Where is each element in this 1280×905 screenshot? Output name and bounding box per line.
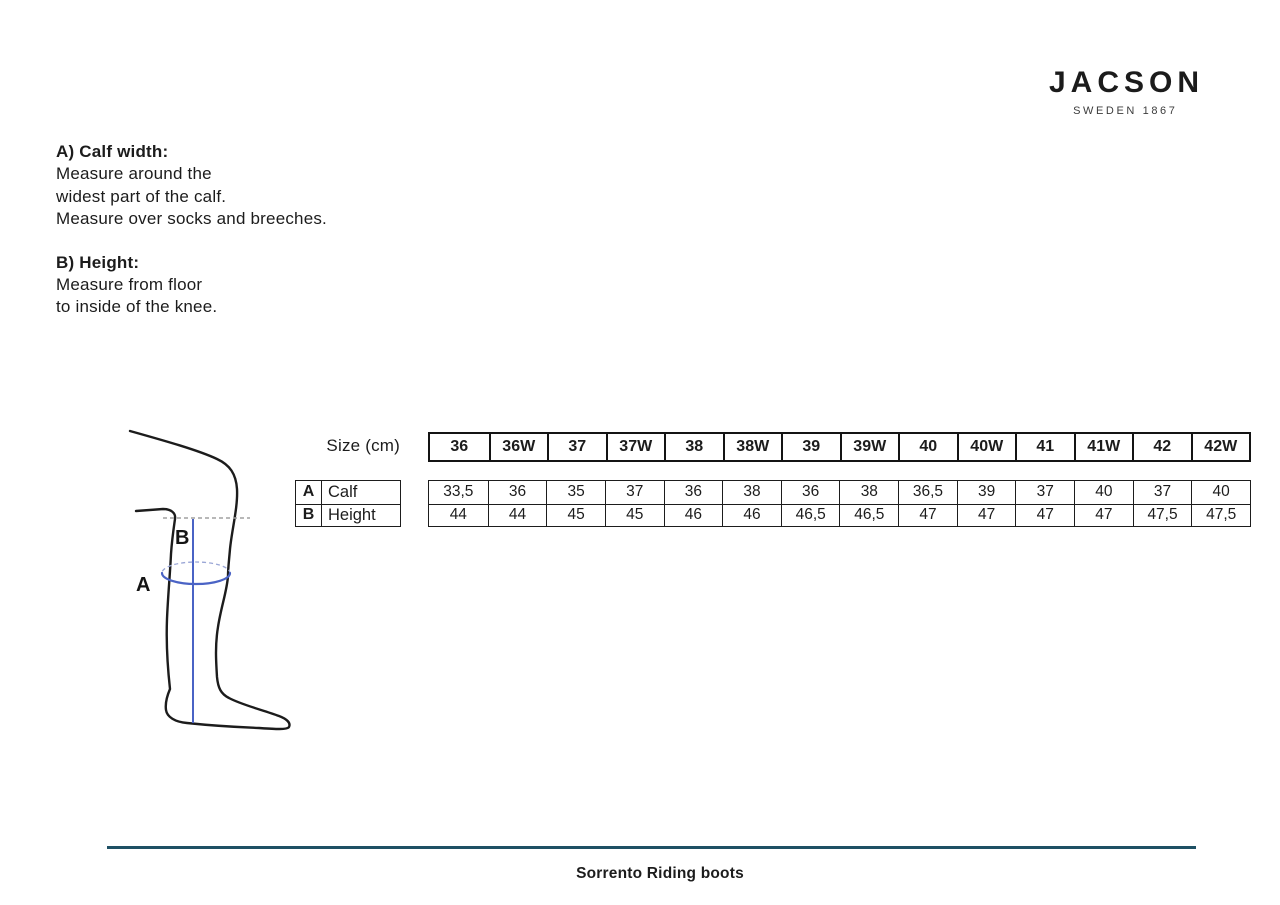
height-value-cell: 47 <box>1015 505 1074 527</box>
calf-value-cell: 40 <box>1191 481 1250 504</box>
size-unit-label: Size (cm) <box>326 436 400 455</box>
measurement-row-labels <box>295 480 401 527</box>
instruction-a-lines <box>56 163 327 230</box>
calf-measure-ellipse-front <box>162 573 230 584</box>
height-value-cell: 46,5 <box>781 505 840 527</box>
height-value-cell: 46 <box>664 505 723 527</box>
height-value-cell: 47,5 <box>1191 505 1250 527</box>
height-values-row <box>429 504 1250 527</box>
size-header-cell: 36W <box>489 434 548 460</box>
measurement-instructions <box>56 141 327 319</box>
height-value-cell: 45 <box>546 505 605 527</box>
instruction-line: Measure over socks and breeches. <box>56 209 327 229</box>
calf-row-key: A <box>296 481 322 504</box>
calf-value-cell: 38 <box>839 481 898 504</box>
height-value-cell: 47 <box>957 505 1016 527</box>
calf-values-row <box>429 481 1250 504</box>
size-header-cell: 41 <box>1015 434 1074 460</box>
calf-value-cell: 33,5 <box>443 483 474 501</box>
calf-value-cell: 37 <box>605 481 664 504</box>
height-value-cell: 44 <box>449 506 467 524</box>
height-value-cell: 47 <box>1074 505 1133 527</box>
size-header-cell: 41W <box>1074 434 1133 460</box>
diagram-label-b: B <box>175 527 190 549</box>
height-value-cell: 45 <box>605 505 664 527</box>
height-row-label <box>296 504 400 527</box>
instruction-a-heading: A) Calf width: <box>56 142 169 161</box>
size-header-cell: 38W <box>723 434 782 460</box>
instruction-line: Measure from floor <box>56 275 203 295</box>
brand-tagline: SWEDEN 1867 <box>1073 105 1178 117</box>
calf-row-label <box>296 481 400 504</box>
calf-row-name: Calf <box>328 482 358 501</box>
size-header-cell: 39W <box>840 434 899 460</box>
leg-outline <box>130 431 290 729</box>
height-value-cell: 44 <box>488 505 547 527</box>
height-row-name: Height <box>328 505 376 524</box>
calf-value-cell: 36 <box>781 481 840 504</box>
size-header-cell: 40W <box>957 434 1016 460</box>
calf-value-cell: 35 <box>546 481 605 504</box>
calf-value-cell: 39 <box>957 481 1016 504</box>
size-header-cell: 39 <box>781 434 840 460</box>
calf-value-cell: 36,5 <box>898 481 957 504</box>
height-row-key: B <box>296 505 322 527</box>
brand-name: JACSON <box>1048 66 1205 99</box>
brand-logo <box>1046 66 1205 117</box>
diagram-label-a: A <box>136 574 151 596</box>
leg-measurement-diagram <box>100 405 320 745</box>
instruction-line: widest part of the calf. <box>56 186 227 206</box>
instruction-b-lines <box>56 274 327 319</box>
size-header-cell: 42 <box>1132 434 1191 460</box>
size-header-cell: 42W <box>1191 434 1250 460</box>
size-header-cell: 40 <box>898 434 957 460</box>
calf-value-cell: 40 <box>1074 481 1133 504</box>
size-header-cell: 37 <box>547 434 606 460</box>
height-value-cell: 47,5 <box>1133 505 1192 527</box>
calf-value-cell: 36 <box>664 481 723 504</box>
footer-divider-rule <box>107 846 1196 849</box>
size-header-row <box>428 432 1251 462</box>
height-value-cell: 47 <box>898 505 957 527</box>
calf-value-cell: 37 <box>1133 481 1192 504</box>
size-header-cell: 36 <box>450 438 469 455</box>
instruction-line: to inside of the knee. <box>56 297 218 317</box>
instruction-b-heading: B) Height: <box>56 252 140 272</box>
height-value-cell: 46 <box>722 505 781 527</box>
calf-value-cell: 38 <box>722 481 781 504</box>
calf-value-cell: 36 <box>488 481 547 504</box>
size-header-cell: 38 <box>664 434 723 460</box>
height-value-cell: 46,5 <box>839 505 898 527</box>
product-title: Sorrento Riding boots <box>576 865 744 882</box>
size-table-values <box>428 480 1251 527</box>
calf-value-cell: 37 <box>1015 481 1074 504</box>
instruction-line: Measure around the <box>56 164 212 184</box>
size-header-cell: 37W <box>606 434 665 460</box>
